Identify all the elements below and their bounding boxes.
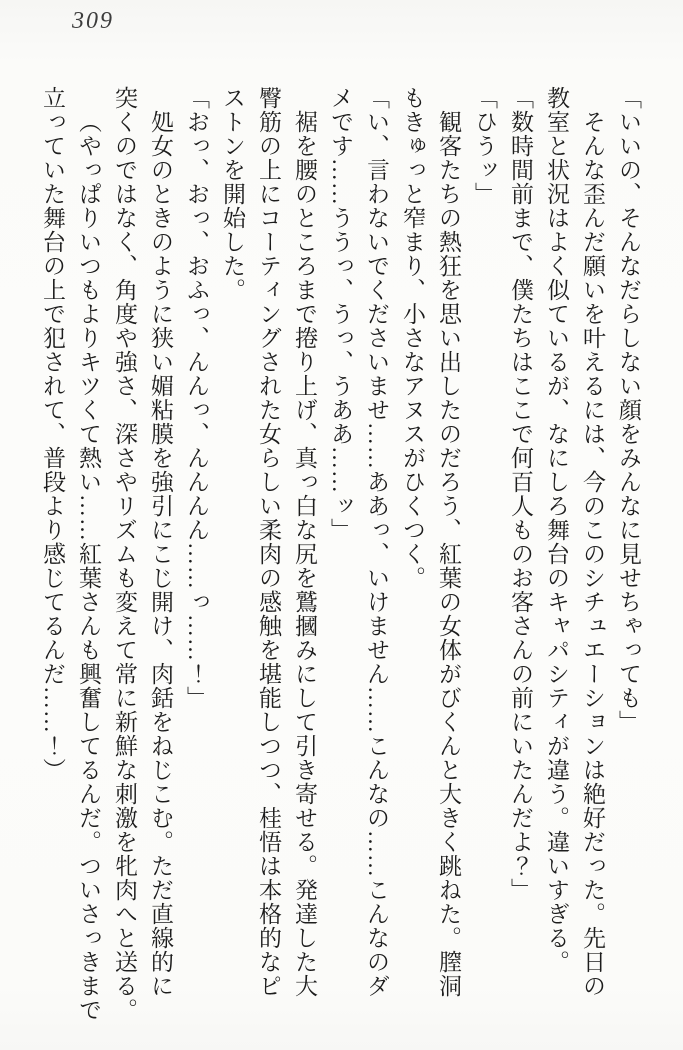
vertical-text-block [34,86,646,1031]
narration-line: 臀筋の上にコーティングされた女らしい柔肉の感触を堪能しつつ、桂悟は本格的なピ [256,86,281,998]
page-number: 309 [72,8,114,34]
narration-line: ストンを開始した。 [220,86,245,302]
dialogue-line: 「ひうッ」 [472,86,497,206]
dialogue-line: 「おっ、おっ、おふっ、んんっ、んんんん……っ……！」 [184,86,209,710]
dialogue-line: 「い、言わないでくださいませ……ああっ、いけません……こんなの……こんなのダ [364,86,389,998]
dialogue-line: 「数時間前まで、僕たちはここで何百人ものお客さんの前にいたんだよ？」 [508,86,533,902]
thought-line: 立っていた舞台の上で犯されて、普段より感じてるんだ……！） [40,86,65,782]
narration-line: 教室と状況はよく似ているが、なにしろ舞台のキャパシティが違う。違いすぎる。 [544,86,569,974]
narration-line: 裾を腰のところまで捲り上げ、真っ白な尻を鷲摑みにして引き寄せる。発達した大 [292,110,317,998]
narration-line: 観客たちの熱狂を思い出したのだろう、紅葉の女体がびくんと大きく跳ねた。膣洞 [436,110,461,998]
narration-line: 突くのではなく、角度や強さ、深さやリズムも変えて常に新鮮な刺激を牝肉へと送る。 [112,86,137,1022]
thought-line: （やっぱりいつもよりキツくて熱い……紅葉さんも興奮してるんだ。ついさっきまで [76,110,101,1022]
dialogue-line: メです……ううっ、うっ、うああ……ッ」 [328,86,353,542]
narration-line: もきゅっと窄まり、小さなアヌスがひくつく。 [400,86,425,590]
narration-line: 処女のときのように狭い媚粘膜を強引にこじ開け、肉銛をねじこむ。ただ直線的に [148,110,173,998]
dialogue-line: 「いいの、そんなだらしない顔をみんなに見せちゃっても」 [616,86,641,734]
narration-line: そんな歪んだ願いを叶えるには、今のこのシチュエーションは絶好だった。先日の [580,110,605,998]
